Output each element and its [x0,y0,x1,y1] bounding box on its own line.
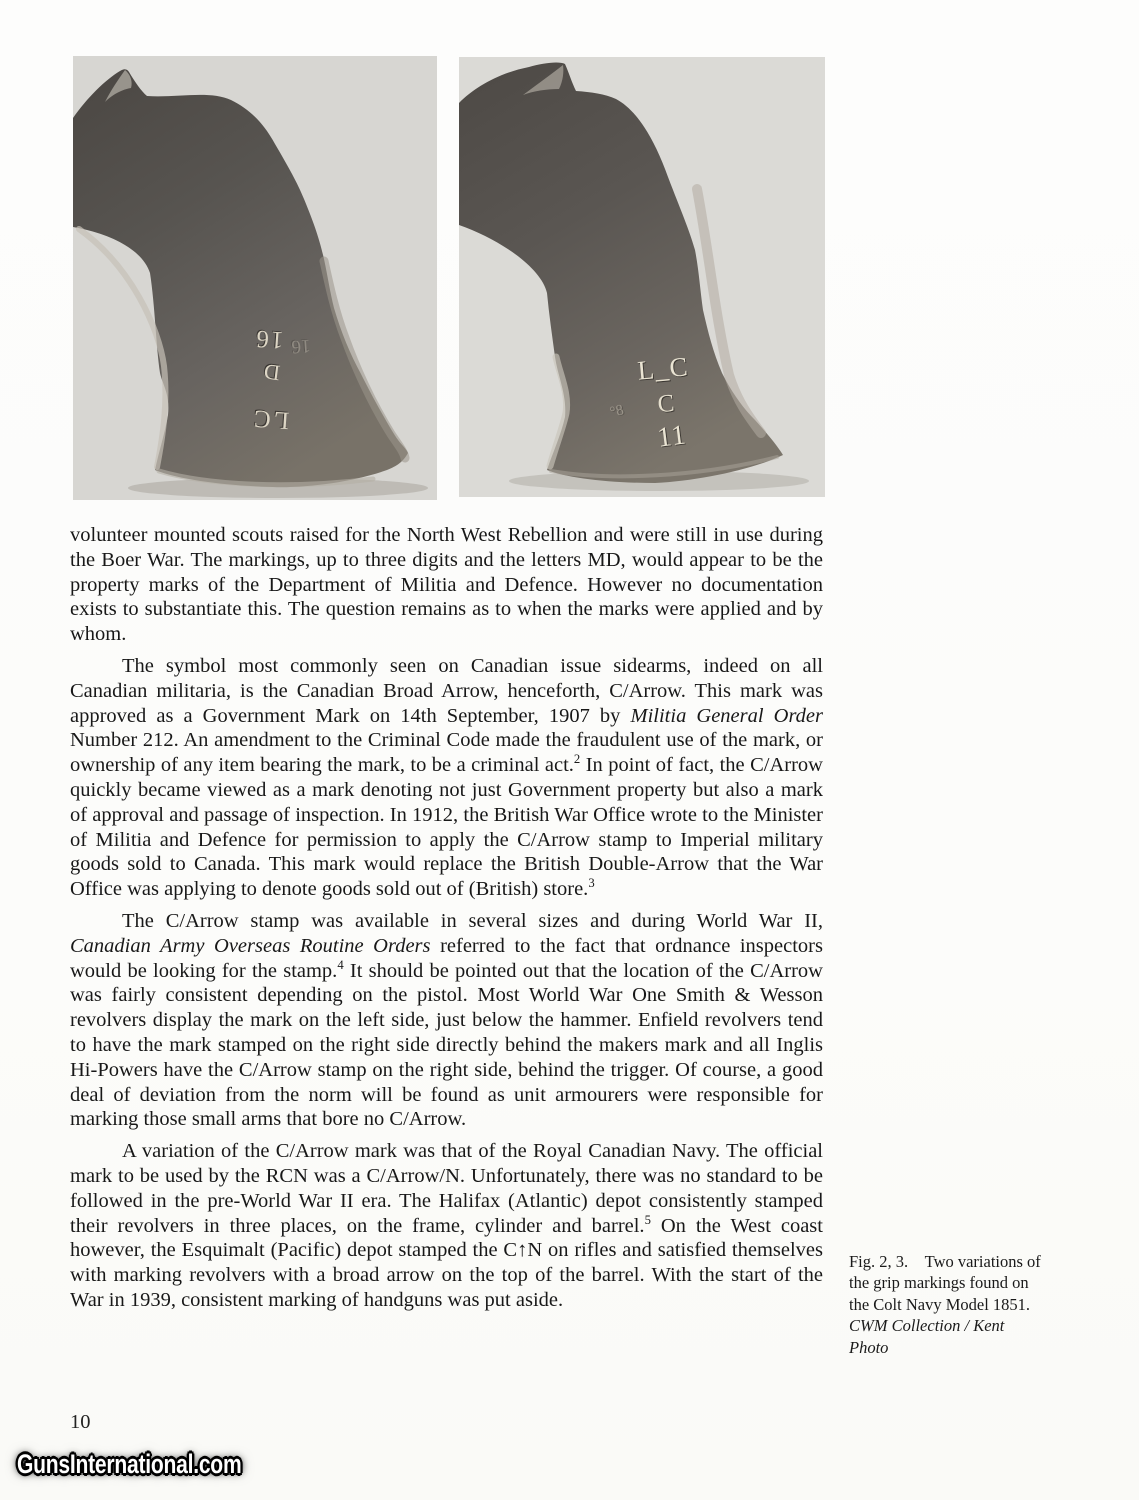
grip-stamp-line-faint: 16 [290,334,312,358]
grip-stamp-line: D [262,359,282,386]
grip-illustration-left [73,56,437,500]
figure-caption: Fig. 2, 3. Two variations of the grip markings found on the Colt Navy Model 1851. CWM Collection / Kent Photo [849,1252,1041,1357]
paragraph: volunteer mounted scouts raised for the North West Rebellion and were still in use during the Boer War. The markings, up to three digits and the letters MD, would appear to be the property marks of the Department of Militia and Defence. However no documentation exists to substantiate this. The question remains as to when the marks were applied and by whom. [70,524,823,646]
article-text [70,523,823,1320]
grip-stamp-line: 11 [655,419,689,454]
paragraph: A variation of the C/Arrow mark was that of the Royal Canadian Navy. The official mark to be used by the RCN was a C/Arrow/N. Unfortunately, there was no standard to be followed in the pre-World War II era. The Halifax (Atlantic) depot consistently stamped their revolvers in three places, on the frame, cylinder and barrel.$^5$ On the West coast however, the Esquimalt (Pacific) depot stamped the C↑N on rifles and satisfied themselves with marking revolvers with a broad arrow on the top of the barrel. With the start of the War in 1939, consistent marking of handguns was put aside. [70,1140,823,1311]
grip-photo-left [73,56,437,500]
page-number: 10 [70,1411,91,1433]
paragraph: The C/Arrow stamp was available in several sizes and during World War II, Canadian Army Overseas Routine Orders referred to the fact that ordnance inspectors would be looking for the stamp.$^4$ It should be pointed out that the location of the C/Arrow was fairly consistent depending on the pistol. Most World War One Smith & Wesson revolvers display the mark on the left side, just below the hammer. Enfield revolvers tend to have the mark stamped on the right side directly behind the makers mark and all Inglis Hi-Powers have the C/Arrow stamp on the right side, behind the trigger. Of course, a good deal of deviation from the norm will be found as unit armourers were responsible for marking those small arms that bore no C/Arrow. [70,909,823,1131]
grip-illustration-right [459,57,825,497]
watermark: GunsInternational.com [17,1449,242,1479]
grip-photo-right [459,57,825,497]
paragraph: The symbol most commonly seen on Canadian issue sidearms, indeed on all Canadian militaria, is the Canadian Broad Arrow, henceforth, C/Arrow. This mark was approved as a Government Mark on 14th September, 1907 by Militia General Order Number 212. An amendment to the Criminal Code made the fraudulent use of the mark, or ownership of any item bearing the mark, to be a criminal act.$^2$ In point of fact, the C/Arrow quickly became viewed as a mark denoting not just Government property but also a mark of approval and passage of inspection. In 1912, the British War Office wrote to the Minister of Militia and Defence for permission to apply the C/Arrow stamp to Imperial military goods sold to Canada. This mark would replace the British Double-Arrow that the War Office was applying to denote goods sold out of (British) store.$^3$ [70,654,823,901]
grip-stamp-faint-mark: °8 [608,402,626,421]
grip-stamp-line: LC [250,404,290,434]
grip-stamp-line: L_C [636,351,690,386]
grip-stamp-line: C [656,389,676,419]
grip-stamp-line: 16 [253,324,285,354]
